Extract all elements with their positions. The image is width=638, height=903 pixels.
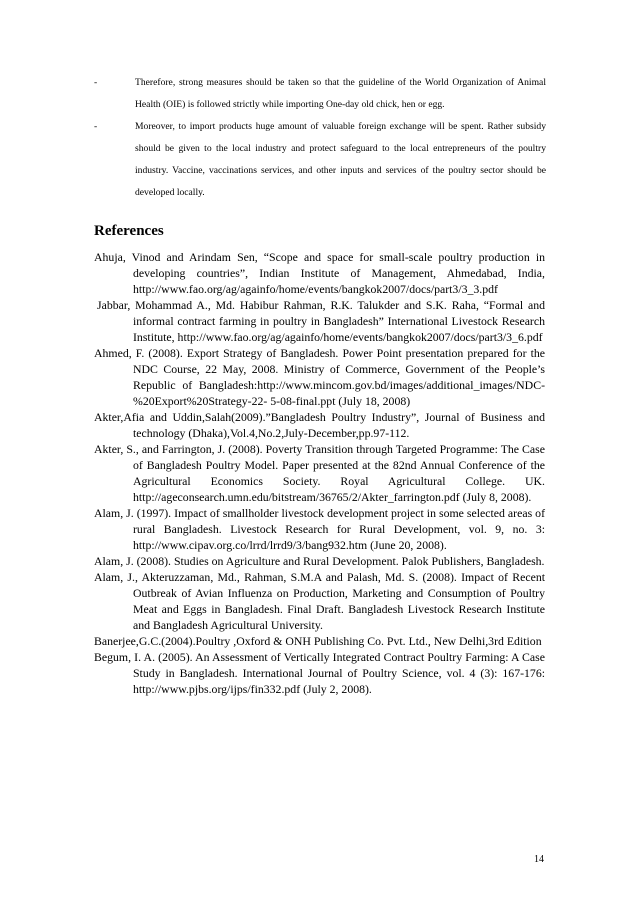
reference-entry: Begum, I. A. (2005). An Assessment of Vertically Integrated Contract Poultry Farming: A Case Study in Bangladesh. International Journal of Poultry Science, vol. 4 (3): 167-176: http://www.pjbs.org/ijps/fin332.pdf (July 2, 2008). bbox=[94, 650, 545, 696]
references-heading: References bbox=[94, 223, 164, 239]
page-number: 14 bbox=[534, 854, 544, 865]
reference-entry: Ahmed, F. (2008). Export Strategy of Bangladesh. Power Point presentation prepared for the NDC Course, 22 May, 2008. Ministry of Commerce, Government of the People’s Republic of Bangladesh:http://www.mincom.gov.bd/images/additional_images/NDC-%20Export%20Strategy-22- 5-08-final.ppt (July 18, 2008) bbox=[94, 346, 545, 408]
bullet-dash: - bbox=[94, 121, 98, 133]
reference-entry: Akter,Afia and Uddin,Salah(2009).”Bangladesh Poultry Industry”, Journal of Business and technology (Dhaka),Vol.4,No.2,July-December,pp.97-112. bbox=[94, 410, 545, 440]
reference-entry: Banerjee,G.C.(2004).Poultry ,Oxford & ONH Publishing Co. Pvt. Ltd., New Delhi,3rd Edition bbox=[94, 634, 542, 648]
recommendation-text: Therefore, strong measures should be taken so that the guideline of the World Organization of Animal Health (OIE) is followed strictly while importing One-day old chick, hen or egg. bbox=[135, 77, 546, 111]
reference-entry: Alam, J., Akteruzzaman, Md., Rahman, S.M.A and Palash, Md. S. (2008). Impact of Recent Outbreak of Avian Influenza on Production, Marketing and Consumption of Poultry Meat and Eggs in Bangladesh. Final Draft. Bangladesh Livestock Research Institute and Bangladesh Agricultural University. bbox=[94, 570, 545, 632]
references-list bbox=[94, 249, 545, 697]
reference-entry: Ahuja, Vinod and Arindam Sen, “Scope and space for small-scale poultry production in developing countries”, Indian Institute of Management, Ahmedabad, India, http://www.fao.org/ag/againfo/home/events/bangkok2007/docs/part3/3_3.pdf bbox=[94, 250, 545, 296]
reference-entry: Akter, S., and Farrington, J. (2008). Poverty Transition through Targeted Programme: The Case of Bangladesh Poultry Model. Paper presented at the 82nd Annual Conference of the Agricultural Economics Society. Royal Agricultural College. UK. http://ageconsearch.umn.edu/bitstream/36765/2/Akter_farrington.pdf (July 8, 2008). bbox=[94, 442, 545, 504]
reference-entry: Jabbar, Mohammad A., Md. Habibur Rahman, R.K. Talukder and S.K. Raha, “Formal and informal contract farming in poultry in Bangladesh” International Livestock Research Institute, http://www.fao.org/ag/againfo/home/events/bangkok2007/docs/part3/3_6.pdf bbox=[97, 298, 545, 344]
recommendation-item bbox=[94, 116, 546, 204]
recommendation-list bbox=[94, 72, 546, 205]
reference-entry: Alam, J. (1997). Impact of smallholder livestock development project in some selected areas of rural Bangladesh. Livestock Research for Rural Development, vol. 9, no. 3: http://www.cipav.org.co/lrrd/lrrd9/3/bang932.htm (June 20, 2008). bbox=[94, 506, 545, 552]
reference-entry: Alam, J. (2008). Studies on Agriculture and Rural Development. Palok Publishers, Bangladesh. bbox=[94, 554, 545, 568]
bullet-dash: - bbox=[94, 77, 98, 88]
recommendation-text: Moreover, to import products huge amount of valuable foreign exchange will be spent. Rather subsidy should be given to the local industry and protect safeguard to the local entrepreneurs of the poultry industry. Vaccine, vaccinations services, and other inputs and services of the poultry sector should be developed locally. bbox=[135, 121, 546, 199]
recommendation-item bbox=[94, 72, 546, 116]
